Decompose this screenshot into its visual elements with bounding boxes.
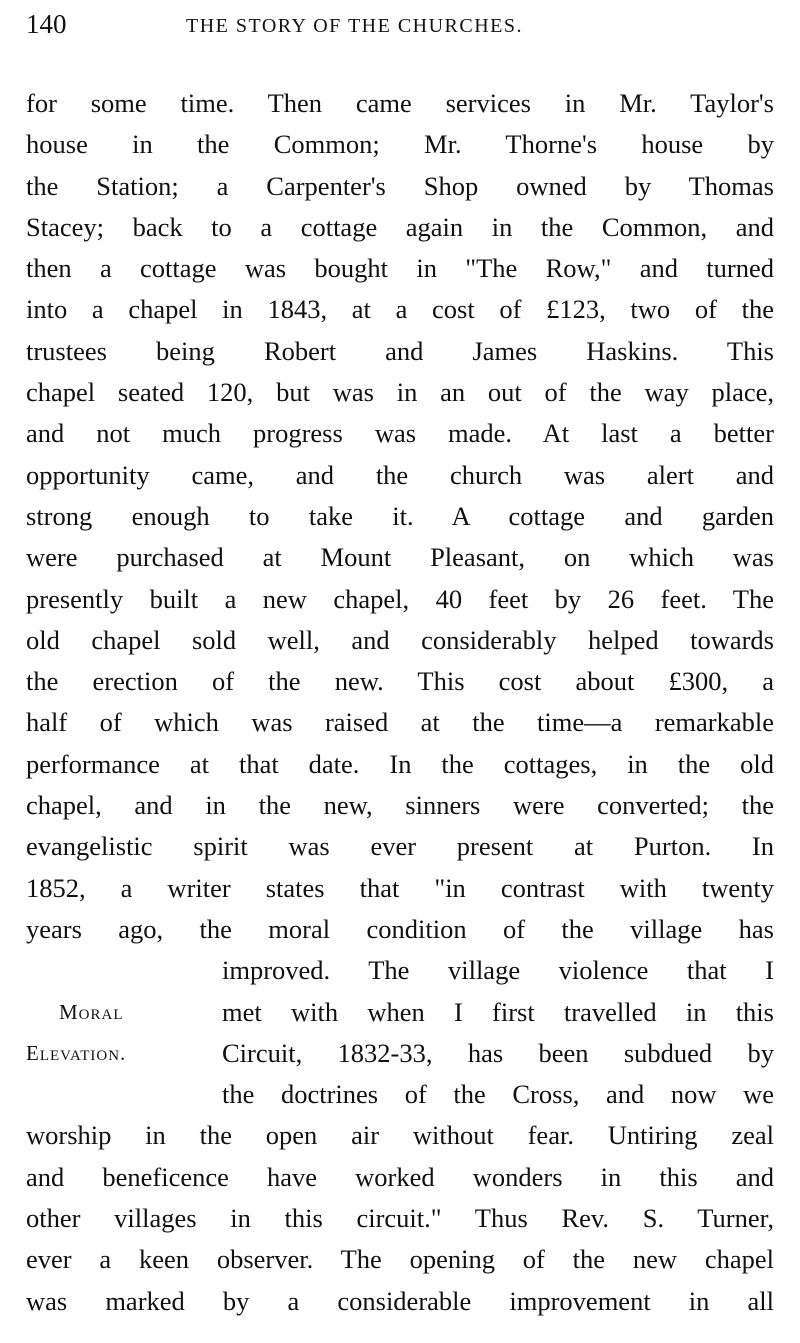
text-line: and not much progress was made. At last a better bbox=[26, 418, 774, 449]
text-line: met with when I first travelled in this bbox=[222, 996, 774, 1027]
indented-row bbox=[26, 992, 774, 1033]
body-text bbox=[26, 83, 774, 1322]
text-line: for some time. Then came services in Mr. Taylor's bbox=[26, 88, 774, 118]
text-line: old chapel sold well, and considerably helped towards bbox=[26, 624, 774, 655]
text-line: opportunity came, and the church was alert and bbox=[26, 459, 774, 490]
text-line: years ago, the moral condition of the village has bbox=[26, 913, 774, 944]
text-line: the Station; a Carpenter's Shop owned by Thomas bbox=[26, 170, 774, 201]
page-header bbox=[26, 6, 774, 42]
text-line: the doctrines of the Cross, and now we bbox=[222, 1079, 774, 1110]
indented-row bbox=[26, 950, 774, 991]
text-line: presently built a new chapel, 40 feet by 26 feet. The bbox=[26, 583, 774, 614]
text-line: strong enough to take it. A cottage and garden bbox=[26, 500, 774, 531]
text-line: trustees being Robert and James Haskins. This bbox=[26, 335, 774, 366]
margin-note-moral: Moral bbox=[59, 999, 124, 1024]
text-line: half of which was raised at the time—a remarkable bbox=[26, 707, 774, 738]
text-line: Circuit, 1832-33, has been subdued by bbox=[222, 1037, 774, 1068]
text-line: ever a keen observer. The opening of the new chapel bbox=[26, 1244, 774, 1275]
text-line: improved. The village violence that I bbox=[222, 955, 774, 986]
text-line: was marked by a considerable improvement in all bbox=[26, 1285, 774, 1316]
text-line: into a chapel in 1843, at a cost of £123, two of the bbox=[26, 294, 774, 325]
running-title: THE STORY OF THE CHURCHES. bbox=[186, 15, 524, 37]
text-line: chapel seated 120, but was in an out of the way place, bbox=[26, 377, 774, 408]
indented-row bbox=[26, 1033, 774, 1074]
indented-row bbox=[26, 1074, 774, 1115]
text-line: the erection of the new. This cost about £300, a bbox=[26, 666, 774, 697]
text-line: evangelistic spirit was ever present at Purton. In bbox=[26, 831, 774, 862]
text-line: Stacey; back to a cottage again in the Common, and bbox=[26, 211, 774, 242]
text-line: other villages in this circuit." Thus Rev. S. Turner, bbox=[26, 1203, 774, 1234]
text-line: then a cottage was bought in "The Row," and turned bbox=[26, 253, 774, 284]
text-line: 1852, a writer states that "in contrast with twenty bbox=[26, 872, 774, 903]
text-line: performance at that date. In the cottages, in the old bbox=[26, 748, 774, 779]
text-line: house in the Common; Mr. Thorne's house by bbox=[26, 129, 774, 160]
text-line: worship in the open air without fear. Untiring zeal bbox=[26, 1120, 774, 1151]
page-number: 140 bbox=[26, 9, 67, 39]
text-line: were purchased at Mount Pleasant, on which was bbox=[26, 542, 774, 573]
text-line: and beneficence have worked wonders in this and bbox=[26, 1161, 774, 1192]
text-line: chapel, and in the new, sinners were converted; the bbox=[26, 790, 774, 821]
margin-note-elevation: Elevation. bbox=[26, 1040, 127, 1065]
